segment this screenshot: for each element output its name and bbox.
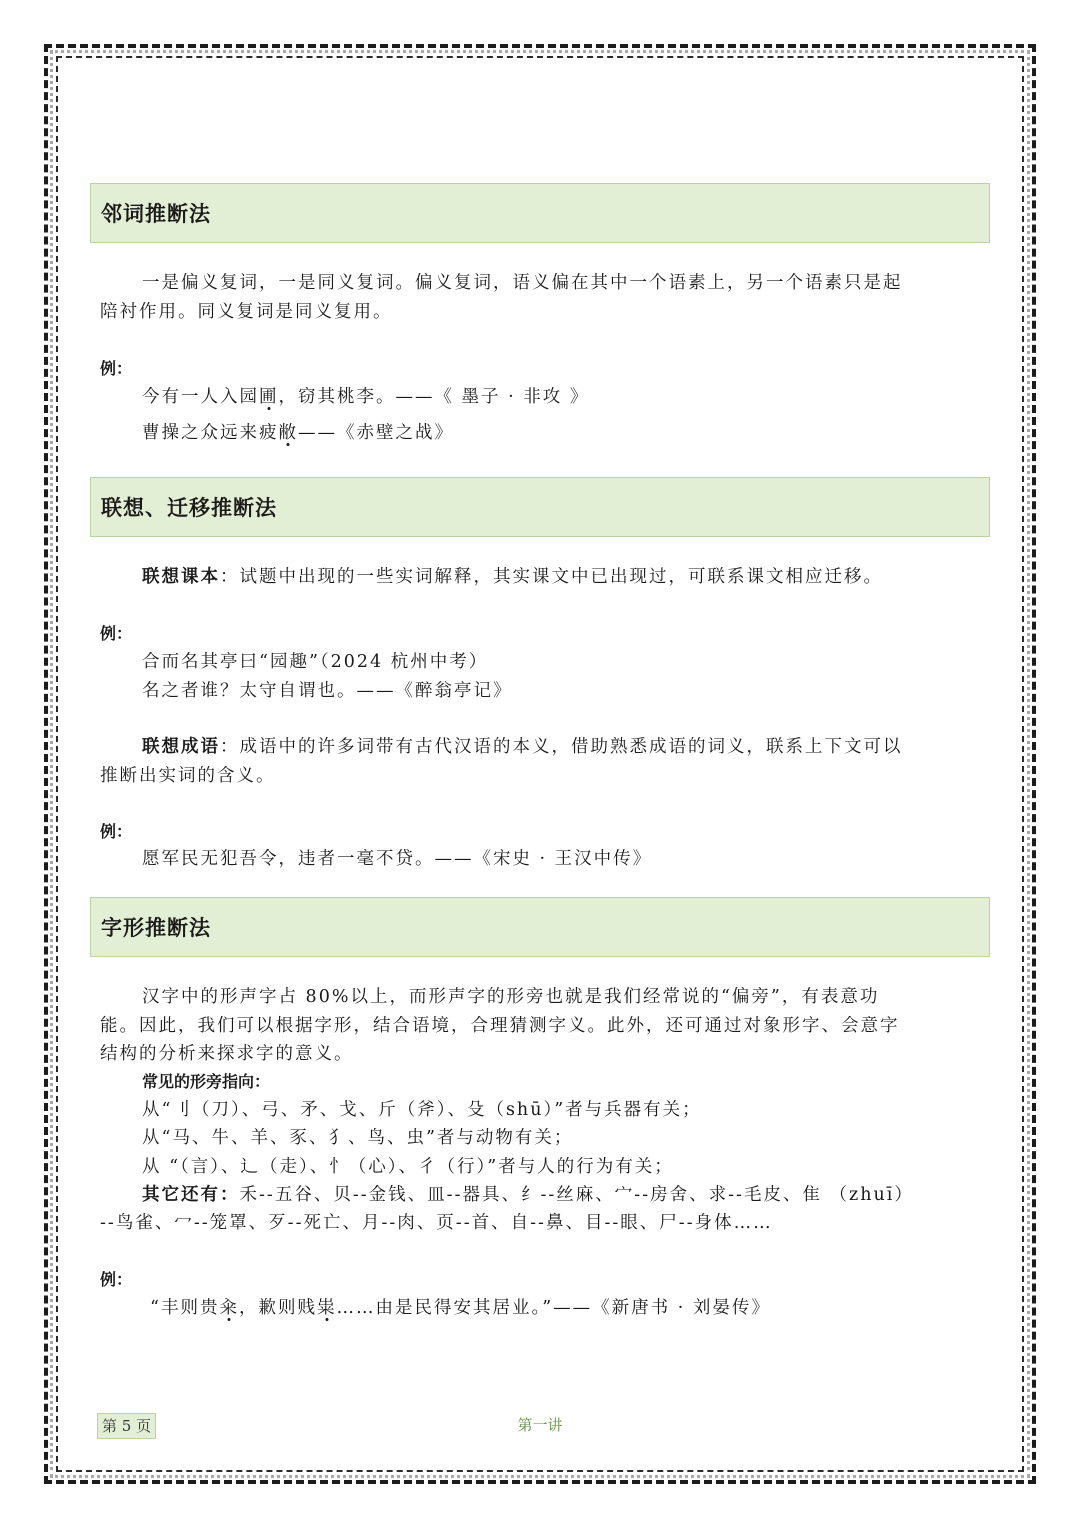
example-label: 例： xyxy=(100,822,133,841)
paragraph-line: 汉字中的形声字占 80%以上，而形声字的形旁也就是我们经常说的“偏旁”，有表意功 xyxy=(142,987,880,1007)
section-header-linci: 邻词推断法 xyxy=(90,183,990,243)
paragraph-line: 联想课本：试题中出现的一些实词解释，其实课文中已出现过，可联系课文相应迁移。 xyxy=(142,567,883,587)
paragraph-line: 能。因此，我们可以根据字形，结合语境，合理猜测字义。此外，还可通过对象形字、会意字 xyxy=(100,1016,900,1036)
radical-line: 从“刂（刀）、弓、矛、戈、斤（斧）、殳（shū）”者与兵器有关； xyxy=(142,1100,702,1120)
emphasis-char: 圃 xyxy=(259,387,279,407)
emphasis-char: 粜 xyxy=(316,1298,337,1318)
example-label: 例： xyxy=(100,359,133,378)
paragraph-line: 其它还有：禾--五谷、贝--金钱、皿--器具、纟--丝麻、宀--房舍、求--毛皮、隹 （zhuī） xyxy=(142,1185,914,1205)
common-radicals-label: 常见的形旁指向： xyxy=(142,1072,271,1091)
radical-line: 从 “（言）、辶（走）、忄（心）、彳（行）”者与人的行为有关； xyxy=(142,1157,674,1177)
example-label: 例： xyxy=(100,624,133,643)
paragraph-line: 结构的分析来探求字的意义。 xyxy=(100,1044,354,1064)
paragraph-line: --鸟雀、冖--笼罩、歹--死亡、月--肉、页--首、自--鼻、目--眼、尸--身体…… xyxy=(100,1213,773,1233)
example-line: 愿军民无犯吾令，违者一毫不贷。——《宋史 · 王汉中传》 xyxy=(142,849,653,869)
section-header-lianxiang: 联想、迁移推断法 xyxy=(90,477,990,537)
radical-line: 从“马、牛、羊、豕、犭、鸟、虫”者与动物有关； xyxy=(142,1128,574,1148)
paragraph-line: 陪衬作用。同义复词是同义复用。 xyxy=(100,302,393,322)
lecture-label: 第一讲 xyxy=(517,1416,563,1434)
emphasis-char: 敝 xyxy=(278,423,298,443)
example-line: 名之者谁？太守自谓也。——《醉翁亭记》 xyxy=(142,681,513,701)
section-header-zixing: 字形推断法 xyxy=(90,897,990,957)
paragraph-line: 推断出实词的含义。 xyxy=(100,766,276,786)
page-number: 第 5 页 xyxy=(97,1413,156,1439)
paragraph-line: 一是偏义复词，一是同义复词。偏义复词，语义偏在其中一个语素上，另一个语素只是起 xyxy=(142,273,903,293)
example-line: “丰则贵籴，歉则贱粜……由是民得安其居业。”——《新唐书 · 刘晏传》 xyxy=(150,1298,771,1318)
paragraph-line: 联想成语：成语中的许多词带有古代汉语的本义，借助熟悉成语的词义，联系上下文可以 xyxy=(142,737,903,757)
emphasis-char: 籴 xyxy=(219,1298,239,1318)
example-label: 例： xyxy=(100,1270,133,1289)
example-line: 今有一人入园圃，窃其桃李。——《 墨子 · 非攻 》 xyxy=(142,387,590,407)
example-line: 曹操之众远来疲敝——《赤壁之战》 xyxy=(142,423,454,443)
example-line: 合而名其亭曰“园趣”（2024 杭州中考） xyxy=(142,652,489,672)
